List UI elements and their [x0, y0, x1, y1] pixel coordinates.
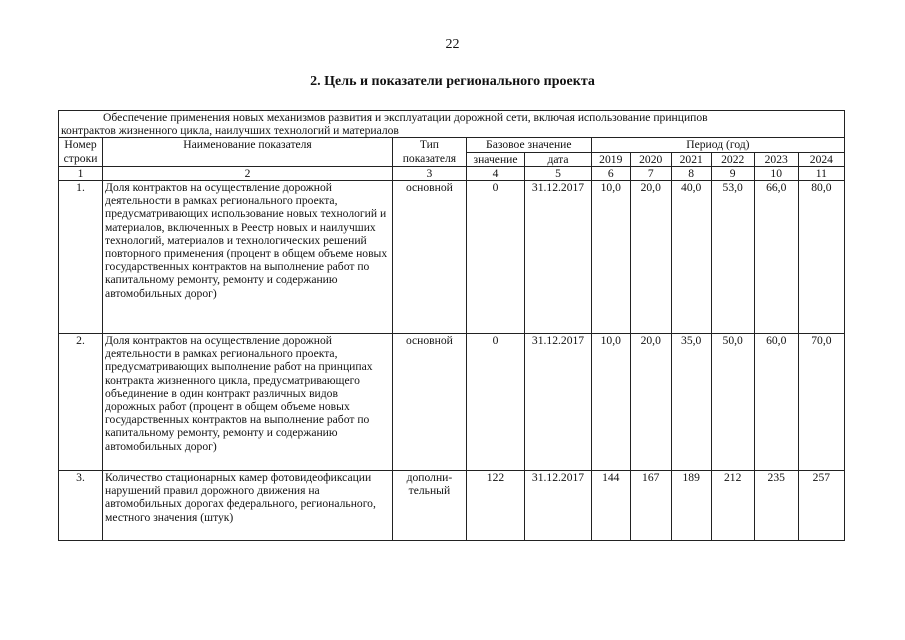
base-date: 31.12.2017 [525, 334, 592, 471]
column-number: 9 [711, 166, 754, 180]
column-number: 5 [525, 166, 592, 180]
header-year-2019: 2019 [591, 152, 630, 166]
value-2019: 10,0 [591, 334, 630, 471]
header-number-line2: строки [63, 151, 98, 165]
column-number: 6 [591, 166, 630, 180]
base-date: 31.12.2017 [525, 181, 592, 334]
header-name: Наименование показателя [103, 138, 393, 166]
section-title: 2. Цель и показатели регионального проекта [310, 74, 595, 89]
goal-cell [59, 111, 845, 138]
header-type [393, 138, 467, 166]
value-2019: 144 [591, 471, 630, 541]
header-number [59, 138, 103, 166]
header-period: Период (год) [591, 138, 844, 152]
value-2021: 40,0 [671, 181, 711, 334]
base-value: 122 [466, 471, 524, 541]
goal-row [59, 111, 845, 138]
value-2023: 60,0 [754, 334, 798, 471]
value-2021: 35,0 [671, 334, 711, 471]
value-2019: 10,0 [591, 181, 630, 334]
header-year-2020: 2020 [630, 152, 671, 166]
header-year-2022: 2022 [711, 152, 754, 166]
header-base: Базовое значение [466, 138, 591, 152]
header-number-line1: Номер [64, 138, 97, 152]
header-base-value: значение [466, 152, 524, 166]
indicator-name: Доля контрактов на осуществление дорожной деятельности в рамках регионального проекта, предусматривающих использование новых технологий и материалов, включенных в Реестр новых и наилучших технологий, материалов и технологических решений повторного применения (процент в общем объеме новых государственных контрактов на выполнение работ по капитальному ремонту, ремонту и содержанию автомобильных дорог) [103, 181, 393, 334]
value-2020: 167 [630, 471, 671, 541]
indicator-type: основной [393, 181, 467, 334]
header-type-line1: Тип [419, 138, 440, 152]
value-2020: 20,0 [630, 181, 671, 334]
header-row-1 [59, 138, 845, 152]
value-2022: 53,0 [711, 181, 754, 334]
column-number: 2 [103, 166, 393, 180]
row-number: 2. [59, 334, 103, 471]
goal-text-line1: Обеспечение применения новых механизмов развития и эксплуатации дорожной сети, включая использование принципов [103, 111, 708, 124]
indicator-name: Количество стационарных камер фотовидеофиксации нарушений правил дорожного движения на автомобильных дорогах федерального, регионального, местного значения (штук) [103, 471, 393, 541]
header-base-date: дата [525, 152, 592, 166]
column-number-row [59, 166, 845, 180]
header-year-2021: 2021 [671, 152, 711, 166]
base-date: 31.12.2017 [525, 471, 592, 541]
column-number: 4 [466, 166, 524, 180]
table-row [59, 471, 845, 541]
value-2023: 235 [754, 471, 798, 541]
value-2024: 70,0 [798, 334, 844, 471]
header-year-2024: 2024 [798, 152, 844, 166]
header-type-line2: показателя [402, 151, 457, 165]
row-number: 3. [59, 471, 103, 541]
goal-text-line2: контрактов жизненного цикла, наилучших технологий и материалов [61, 124, 399, 138]
column-number: 1 [59, 166, 103, 180]
value-2024: 257 [798, 471, 844, 541]
indicators-table [58, 110, 845, 541]
value-2024: 80,0 [798, 181, 844, 334]
indicator-name: Доля контрактов на осуществление дорожной деятельности в рамках регионального проекта, предусматривающих выполнение работ на принципах контракта жизненного цикла, предусматривающего объединение в один контракт различных видов дорожных работ (процент в общем объеме новых государственных контрактов на выполнение работ по капитальному ремонту, ремонту и содержанию автомобильных дорог) [103, 334, 393, 471]
value-2023: 66,0 [754, 181, 798, 334]
column-number: 7 [630, 166, 671, 180]
value-2022: 50,0 [711, 334, 754, 471]
value-2020: 20,0 [630, 334, 671, 471]
base-value: 0 [466, 334, 524, 471]
base-value: 0 [466, 181, 524, 334]
column-number: 8 [671, 166, 711, 180]
column-number: 11 [798, 166, 844, 180]
indicator-type: дополни-тельный [393, 471, 467, 541]
value-2021: 189 [671, 471, 711, 541]
indicator-type: основной [393, 334, 467, 471]
value-2022: 212 [711, 471, 754, 541]
column-number: 10 [754, 166, 798, 180]
header-year-2023: 2023 [754, 152, 798, 166]
row-number: 1. [59, 181, 103, 334]
column-number: 3 [393, 166, 467, 180]
page-number: 22 [445, 37, 460, 52]
table-row [59, 334, 845, 471]
table-row [59, 181, 845, 334]
